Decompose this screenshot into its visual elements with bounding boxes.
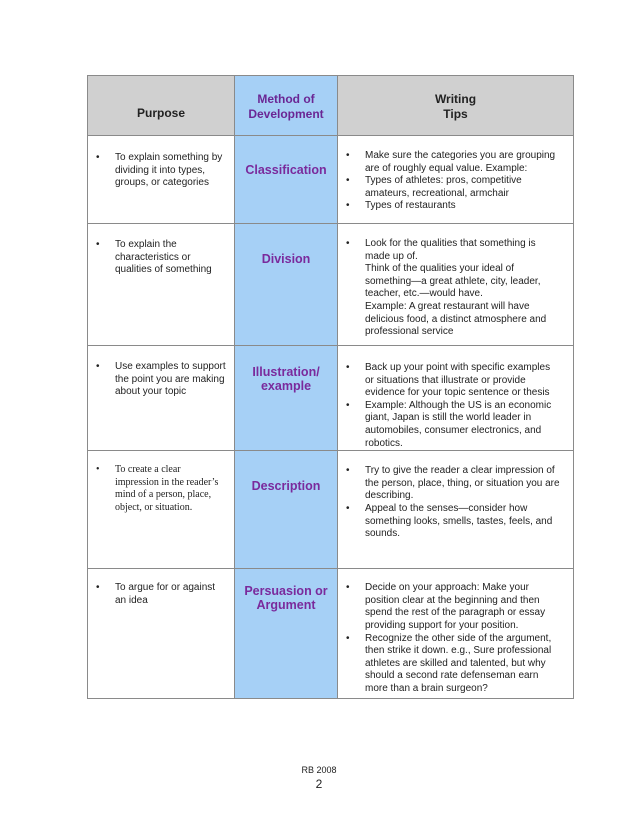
tip-item: • Look for the qualities that something is made up of. <box>346 238 536 262</box>
tip-continuation: something—a great athlete, city, leader, <box>365 275 541 287</box>
tip-item: • Example: Although the US is an economic giant, Japan is still the world leader in automobiles, consumer electronics, and robotics. <box>346 399 552 449</box>
purpose-text: • To explain the characteristics or qualities of something <box>96 239 212 276</box>
bullet-icon: • <box>346 465 350 477</box>
method-name: Persuasion or <box>244 584 328 599</box>
tip-item: • Make sure the categories you are grouping are of roughly equal value. Example: <box>346 150 556 174</box>
bullet-icon: • <box>96 582 100 594</box>
development-methods-table <box>87 75 574 699</box>
tip-item: • Appeal to the senses—consider how something looks, smells, tastes, feels, and sounds. <box>346 502 553 540</box>
purpose-cell <box>88 136 235 224</box>
tips-header-line2: Tips <box>443 107 468 121</box>
purpose-text: • To argue for or against an idea <box>96 582 216 606</box>
bullet-icon: • <box>96 464 100 476</box>
tip-continuation: delicious food, a distinct atmosphere and <box>365 313 547 325</box>
tip-item: • Try to give the reader a clear impression of the person, place, thing, or situation you are describing. <box>346 465 560 502</box>
tips-cell <box>338 451 574 569</box>
table-row <box>88 569 574 699</box>
method-name: Division <box>261 252 311 266</box>
method-cell <box>235 346 338 451</box>
page-number: 2 <box>315 777 323 791</box>
bullet-icon: • <box>346 399 350 411</box>
tips-cell <box>338 136 574 224</box>
bullet-icon: • <box>96 152 100 163</box>
method-name: Argument <box>256 598 316 613</box>
tip-continuation: professional service <box>365 326 454 338</box>
tips-cell <box>338 569 574 699</box>
tip-continuation: Think of the qualities your ideal of <box>365 263 514 275</box>
tips-header-line1: Writing <box>434 92 477 106</box>
header-row <box>88 76 574 136</box>
purpose-header: Purpose <box>88 76 235 136</box>
method-name: Classification <box>245 163 327 177</box>
bullet-icon: • <box>346 362 350 373</box>
tip-item: • Recognize the other side of the argument, then strike it down. e.g., Sure professional athletes are skilled and talented, but why should a second rate defenseman earn more than a brain surgeon? <box>346 632 552 694</box>
tip-item: • Types of restaurants <box>346 200 456 212</box>
bullet-icon: • <box>346 502 350 514</box>
tips-cell <box>338 224 574 346</box>
method-name: example <box>260 379 312 393</box>
table-row <box>88 451 574 569</box>
purpose-cell <box>88 569 235 699</box>
tip-continuation: teacher, etc.—would have. <box>365 288 483 300</box>
method-header-line2: Development <box>248 107 324 121</box>
purpose-text: • Use examples to support the point you are making about your topic <box>96 361 226 398</box>
purpose-cell <box>88 451 235 569</box>
purpose-text: • To explain something by dividing it into types, groups, or categories <box>96 152 223 189</box>
bullet-icon: • <box>346 582 350 594</box>
method-cell <box>235 569 338 699</box>
method-header <box>235 76 338 136</box>
tip-item: • Back up your point with specific examples or situations that illustrate or provide evidence for your topic sentence or thesis <box>346 362 551 399</box>
table-row <box>88 224 574 346</box>
bullet-icon: • <box>346 632 350 644</box>
bullet-icon: • <box>96 239 100 250</box>
tip-continuation: Example: A great restaurant will have <box>365 300 530 312</box>
table-row <box>88 136 574 224</box>
bullet-icon: • <box>346 150 350 161</box>
bullet-icon: • <box>96 361 100 372</box>
method-header-line1: Method of <box>257 92 315 106</box>
bullet-icon: • <box>346 175 350 187</box>
method-name: Illustration/ <box>252 365 320 379</box>
bullet-icon: • <box>346 238 350 249</box>
tip-item: • Decide on your approach: Make your position clear at the beginning and then spend the rest of the paragraph or essay providing support for your position. <box>346 582 546 631</box>
method-cell <box>235 224 338 346</box>
method-name: Description <box>251 479 321 494</box>
tips-header <box>338 76 574 136</box>
purpose-text: • To create a clear impression in the reader’s mind of a person, place, object, or situation. <box>96 464 219 513</box>
method-cell <box>235 451 338 569</box>
purpose-cell <box>88 224 235 346</box>
footer-label: RB 2008 <box>301 765 337 775</box>
purpose-cell <box>88 346 235 451</box>
tip-item: • Types of athletes: pros, competitive amateurs, recreational, armchair <box>346 175 522 199</box>
tips-cell <box>338 346 574 451</box>
table-row <box>88 346 574 451</box>
method-cell <box>235 136 338 224</box>
bullet-icon: • <box>346 200 350 212</box>
